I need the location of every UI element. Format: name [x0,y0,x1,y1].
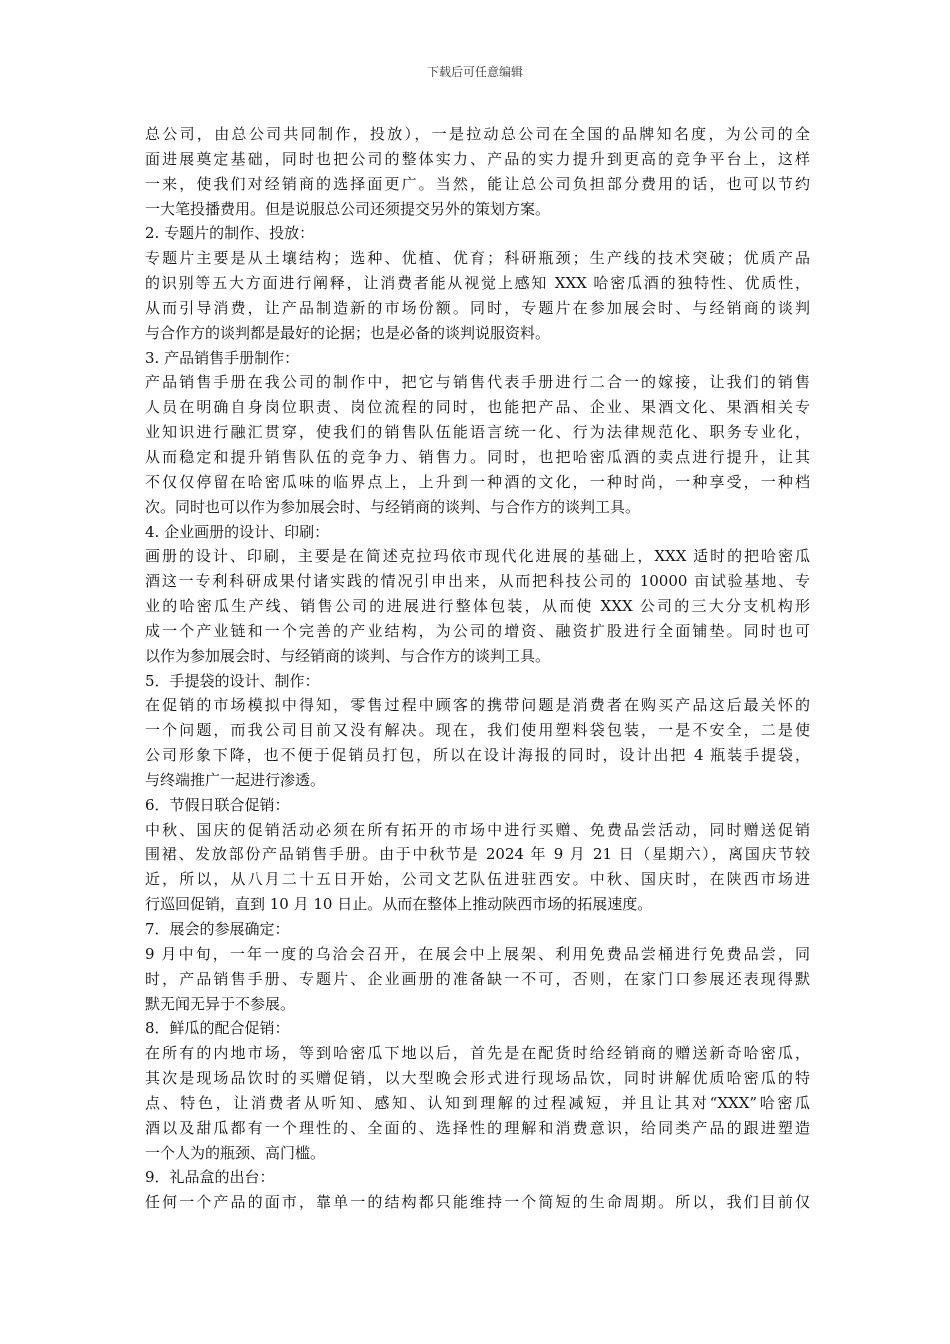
text-line: 一个人为的瓶颈、高门槛。 [145,1143,326,1162]
text-line: 次。同时也可以作为参加展会时、与经销商的谈判、与合作方的谈判工具。 [145,497,641,516]
text-line: 近，所以，从八月二十五日开始，公司文艺队伍进驻西安。中秋、国庆时，在陕西市场进 [145,870,810,889]
text-line: 从而稳定和提升销售队伍的竞争力、销售力。同时，也把哈密瓜酒的卖点进行提升，让其 [145,447,810,466]
text-line: 在促销的市场模拟中得知，零售过程中顾客的携带问题是消费者在购买产品这后最关怀的 [145,696,810,715]
section-heading: 8．鲜瓜的配合促销： [145,1019,290,1038]
text-line: 在所有的内地市场，等到哈密瓜下地以后，首先是在配货时给经销商的赠送新奇哈密瓜， [145,1044,810,1063]
section-heading: 3. 产品销售手册制作： [145,348,300,367]
text-line: 点、特色，让消费者从听知、感知、认知到理解的过程减短，并且让其对“XXX”哈密瓜 [145,1093,810,1112]
text-line: 总公司，由总公司共同制作，投放），一是拉动总公司在全国的品牌知名度，为公司的全 [145,125,810,143]
section-heading: 4. 企业画册的设计、印刷： [145,522,330,541]
text-line: 的识别等五大方面进行阐释，让消费者能从视觉上感知 XXX 哈密瓜酒的独特性、优质性， [145,274,810,293]
section-heading: 5．手提袋的设计、制作： [145,671,320,690]
text-line: 与合作方的谈判都是最好的论据；也是必备的谈判说服资料。 [145,323,551,342]
document-body [145,122,810,1215]
text-line: 面进展奠定基础，同时也把公司的整体实力、产品的实力提升到更高的竞争平台上，这样 [145,149,810,168]
text-line: 酒这一专利科研成果付诸实践的情况引申出来，从而把科技公司的 10000 亩试验基地、专 [145,572,810,591]
text-line: 任何一个产品的面市，靠单一的结构都只能维持一个简短的生命周期。所以，我们目前仅 [145,1193,810,1212]
text-line: 专题片主要是从土壤结构；选种、优植、优育；科研瓶颈；生产线的技术突破；优质产品 [145,249,810,268]
text-line: 画册的设计、印刷，主要是在简述克拉玛依市现代化进展的基础上，XXX 适时的把哈密瓜 [145,547,810,566]
text-line: 时，产品销售手册、专题片、企业画册的准备缺一不可，否则，在家门口参展还表现得默 [145,969,810,988]
text-line: 一来，使我们对经销商的选择面更广。当然，能让总公司负担部分费用的话，也可以节约 [145,174,810,193]
section-heading: 9．礼品盒的出台： [145,1168,275,1187]
text-line: 产品销售手册在我公司的制作中，把它与销售代表手册进行二合一的嫁接，让我们的销售 [145,373,810,392]
text-line: 从而引导消费，让产品制造新的市场份额。同时，专题片在参加展会时、与经销商的谈判 [145,298,810,317]
section-heading: 7．展会的参展确定： [145,920,290,938]
text-line: 不仅仅停留在哈密瓜味的临界点上，上升到一种酒的文化，一种时尚，一种享受，一种档 [145,472,810,491]
section-heading: 6．节假日联合促销： [145,795,290,814]
text-line: 默无闻无异于不参展。 [145,994,296,1013]
text-line: 业知识进行融汇贯穿，使我们的销售队伍能语言统一化、行为法律规范化、职务专业化， [145,423,810,442]
text-line: 公司形象下降，也不便于促销员打包，所以在设计海报的同时，设计出把 4 瓶装手提袋， [145,746,810,765]
text-line: 人员在明确自身岗位职责、岗位流程的同时，也能把产品、企业、果酒文化、果酒相关专 [145,398,810,417]
text-line: 中秋、国庆的促销活动必须在所有拓开的市场中进行买赠、免费品尝活动，同时赠送促销 [145,820,810,839]
text-line: 成一个产业链和一个完善的产业结构，为公司的增资、融资扩股进行全面铺垫。同时也可 [145,621,810,640]
text-line: 业的哈密瓜生产线、销售公司的进展进行整体包装，从而使 XXX 公司的三大分支机构形 [145,597,810,616]
text-line: 一个问题，而我公司目前又没有解决。现在，我们使用塑料袋包装，一是不安全，二是使 [145,721,810,740]
text-line: 一大笔投播费用。但是说服总公司还须提交另外的策划方案。 [145,199,551,218]
text-line: 以作为参加展会时、与经销商的谈判、与合作方的谈判工具。 [145,646,551,665]
text-line: 与终端推广一起进行渗透。 [145,770,326,789]
text-line: 围裙、发放部份产品销售手册。由于中秋节是 2024 年 9 月 21 日（星期六），离国庆节较 [145,845,810,864]
text-line: 行巡回促销，直到 10 月 10 日止。从而在整体上推动陕西市场的拓展速度。 [145,895,653,914]
section-heading: 2. 专题片的制作、投放： [145,224,315,243]
text-line: 酒以及甜瓜都有一个理性的、全面的、选择性的理解和消费意识，给同类产品的跟进塑造 [145,1118,810,1137]
page-header: 下载后可任意编辑 [426,65,523,79]
text-line: 9 月中旬，一年一度的乌洽会召开，在展会中上展架、利用免费品尝桶进行免费品尝，同 [145,944,810,963]
text-line: 其次是现场品饮时的买赠促销，以大型晚会形式进行现场品饮，同时讲解优质哈密瓜的特 [145,1069,810,1088]
